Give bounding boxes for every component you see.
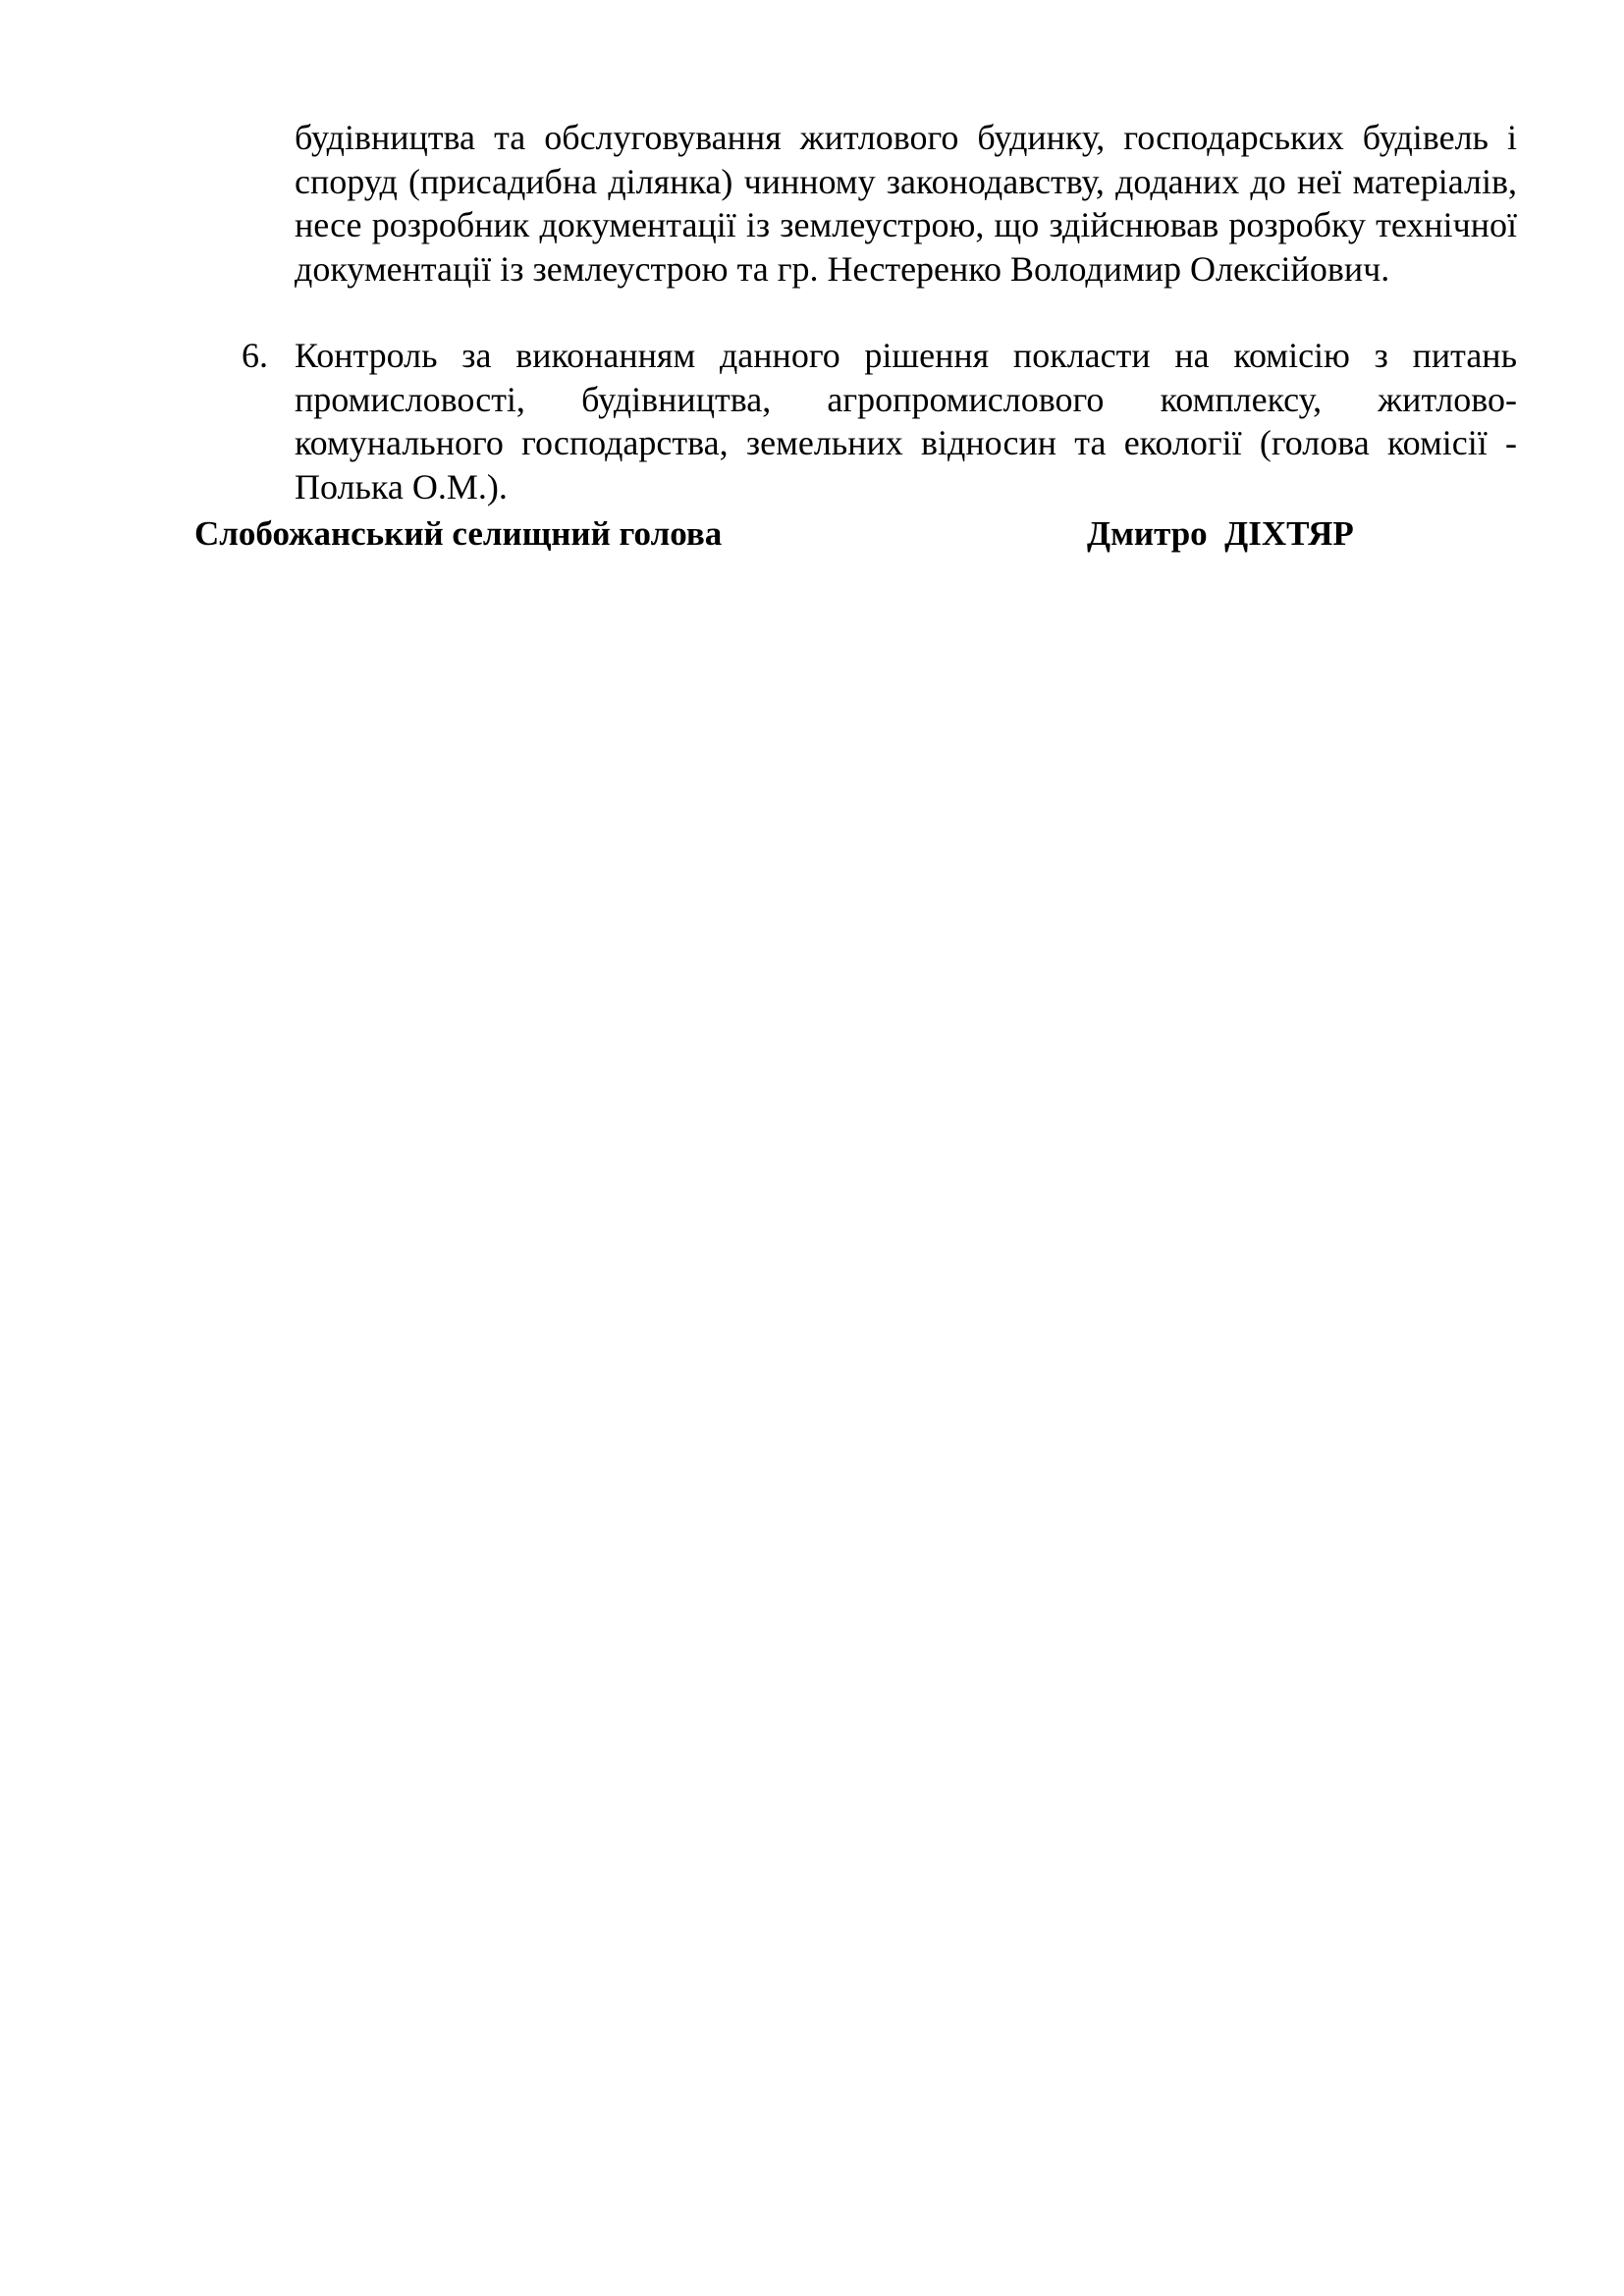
signature-position: Слобожанський селищний голова [194,514,723,553]
list-item-6 [242,334,1517,508]
list-item-number: 6. [242,336,268,375]
list-item-text: Контроль за виконанням данного рішення покласти на комісію з питань промисловості, будівництва, агропромислового комплексу, житлово-комунального господарства, земельних відносин та екології (голова комісії - Полька О.М.). [295,336,1517,507]
continuation-paragraph: будівництва та обслуговування житлового будинку, господарських будівель і споруд (присадибна ділянка) чинному законодавству, доданих до неї матеріалів, несе розробник документації із землеустрою, що здійснював розробку технічної документації із землеустрою та гр. Нестеренко Володимир Олексійович. [295,118,1517,289]
signature-name: Дмитро ДІХТЯР [1087,514,1354,553]
